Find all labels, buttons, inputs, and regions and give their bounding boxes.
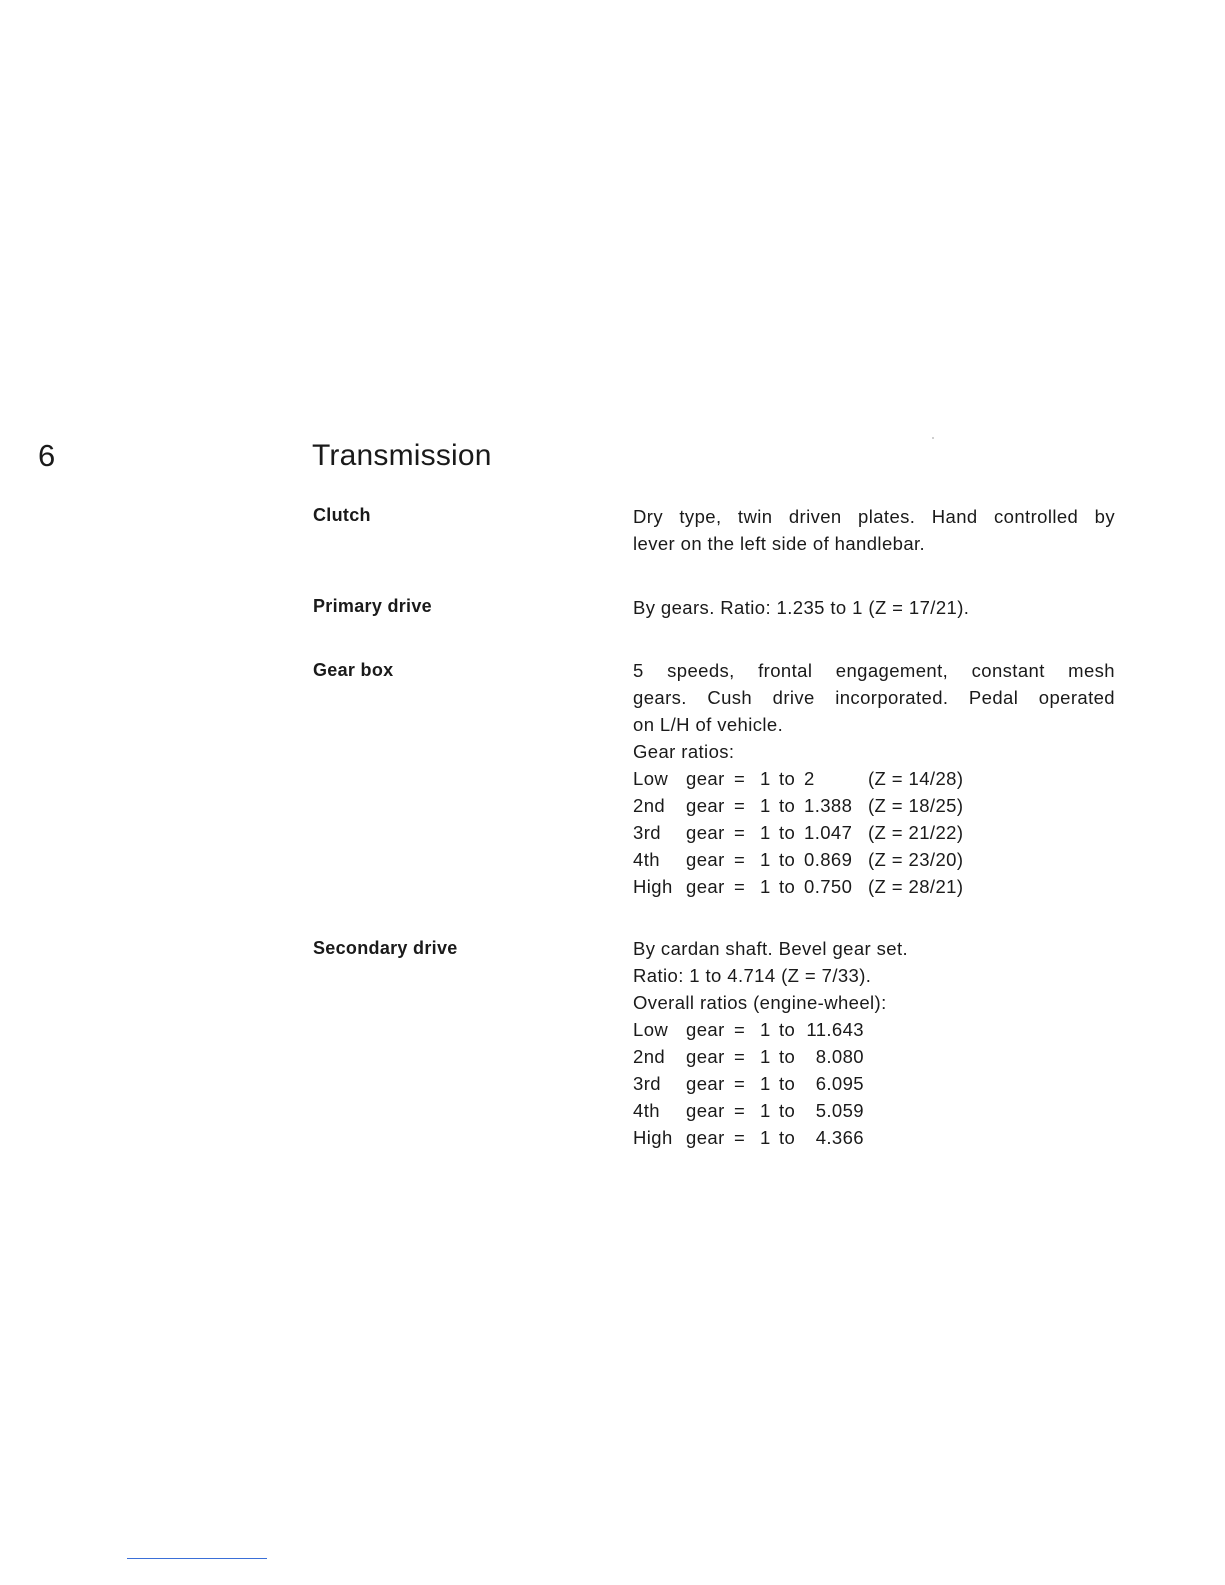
secondary-drive-line: By cardan shaft. Bevel gear set. (633, 938, 909, 959)
clutch-line: lever on the left side of handlebar. (633, 533, 926, 554)
ratio-to: to (779, 795, 796, 816)
gear-word: gear (686, 1127, 725, 1148)
secondary-drive-label: Secondary drive (313, 938, 458, 958)
ratio-one: 1 (760, 795, 771, 816)
equals-sign: = (734, 822, 746, 843)
gear-name: 2nd (633, 1046, 666, 1067)
equals-sign: = (734, 876, 746, 897)
ratio-to: to (779, 1073, 796, 1094)
tooth-count: (Z = 21/22) (868, 822, 964, 843)
gear-name: High (633, 876, 673, 897)
overall-ratio-row (633, 1124, 1115, 1151)
secondary-drive-line: Ratio: 1 to 4.714 (Z = 7/33). (633, 965, 872, 986)
gear-box-label: Gear box (313, 660, 394, 680)
ratio-to: to (779, 822, 796, 843)
clutch-label: Clutch (313, 505, 371, 525)
ratio-to: to (779, 849, 796, 870)
clutch-description (633, 503, 1115, 557)
overall-ratio-row (633, 1043, 1115, 1070)
gear-word: gear (686, 1073, 725, 1094)
gear-name: 2nd (633, 795, 666, 816)
primary-drive-label: Primary drive (313, 596, 432, 616)
gear-box-line: gears. Cush drive incorporated. Pedal operated (633, 687, 1115, 708)
equals-sign: = (734, 1019, 746, 1040)
gear-name: 3rd (633, 1073, 661, 1094)
gear-ratio-row (633, 873, 1115, 900)
ratio-value: 4.366 (815, 1127, 864, 1148)
ratio-value: 1.388 (804, 795, 853, 816)
ratio-to: to (779, 768, 796, 789)
ratio-one: 1 (760, 1100, 771, 1121)
ratio-value: 5.059 (815, 1100, 864, 1121)
ratio-value: 6.095 (815, 1073, 864, 1094)
gear-box-description (633, 657, 1115, 900)
section-title: Transmission (312, 439, 492, 472)
overall-ratios-heading: Overall ratios (engine-wheel): (633, 992, 887, 1013)
gear-word: gear (686, 822, 725, 843)
gear-ratio-row (633, 792, 1115, 819)
gear-name: 3rd (633, 822, 661, 843)
primary-drive-description (633, 594, 1115, 621)
ratio-to: to (779, 1046, 796, 1067)
tooth-count: (Z = 14/28) (868, 768, 964, 789)
equals-sign: = (734, 1100, 746, 1121)
ratio-one: 1 (760, 1019, 771, 1040)
ratio-to: to (779, 876, 796, 897)
gear-word: gear (686, 1046, 725, 1067)
gear-word: gear (686, 849, 725, 870)
equals-sign: = (734, 1127, 746, 1148)
secondary-drive-description (633, 935, 1115, 1151)
gear-name: 4th (633, 849, 660, 870)
gear-ratio-row (633, 819, 1115, 846)
tooth-count: (Z = 23/20) (868, 849, 964, 870)
ratio-one: 1 (760, 849, 771, 870)
gear-box-line: on L/H of vehicle. (633, 714, 784, 735)
gear-ratio-row (633, 765, 1115, 792)
gear-word: gear (686, 795, 725, 816)
ratio-value: 2 (804, 768, 815, 789)
equals-sign: = (734, 768, 746, 789)
gear-word: gear (686, 1100, 725, 1121)
gear-name: Low (633, 768, 669, 789)
gear-name: Low (633, 1019, 669, 1040)
gear-ratio-row (633, 846, 1115, 873)
clutch-line: Dry type, twin driven plates. Hand controlled by (633, 506, 1115, 527)
scan-artifact (932, 437, 934, 439)
equals-sign: = (734, 849, 746, 870)
ratio-one: 1 (760, 1127, 771, 1148)
gear-box-paragraph (633, 657, 1115, 738)
tooth-count: (Z = 18/25) (868, 795, 964, 816)
ratio-one: 1 (760, 822, 771, 843)
primary-drive-line: By gears. Ratio: 1.235 to 1 (Z = 17/21). (633, 597, 970, 618)
gear-name: 4th (633, 1100, 660, 1121)
ratio-to: to (779, 1019, 796, 1040)
gear-ratios-heading: Gear ratios: (633, 741, 735, 762)
equals-sign: = (734, 1046, 746, 1067)
ratio-one: 1 (760, 876, 771, 897)
ratio-value: 0.750 (804, 876, 853, 897)
gear-word: gear (686, 876, 725, 897)
equals-sign: = (734, 795, 746, 816)
equals-sign: = (734, 1073, 746, 1094)
ratio-value: 1.047 (804, 822, 853, 843)
ratio-one: 1 (760, 1073, 771, 1094)
ratio-to: to (779, 1100, 796, 1121)
ratio-value: 0.869 (804, 849, 853, 870)
ratio-value: 11.643 (806, 1019, 864, 1040)
ratio-one: 1 (760, 768, 771, 789)
overall-ratio-row (633, 1097, 1115, 1124)
overall-ratio-row (633, 1016, 1115, 1043)
bottom-rule (127, 1558, 267, 1559)
ratio-to: to (779, 1127, 796, 1148)
overall-ratio-row (633, 1070, 1115, 1097)
gear-name: High (633, 1127, 673, 1148)
tooth-count: (Z = 28/21) (868, 876, 964, 897)
gear-box-line: 5 speeds, frontal engagement, constant mesh (633, 660, 1115, 681)
ratio-one: 1 (760, 1046, 771, 1067)
gear-word: gear (686, 1019, 725, 1040)
page-number: 6 (38, 438, 56, 473)
ratio-value: 8.080 (815, 1046, 864, 1067)
gear-word: gear (686, 768, 725, 789)
